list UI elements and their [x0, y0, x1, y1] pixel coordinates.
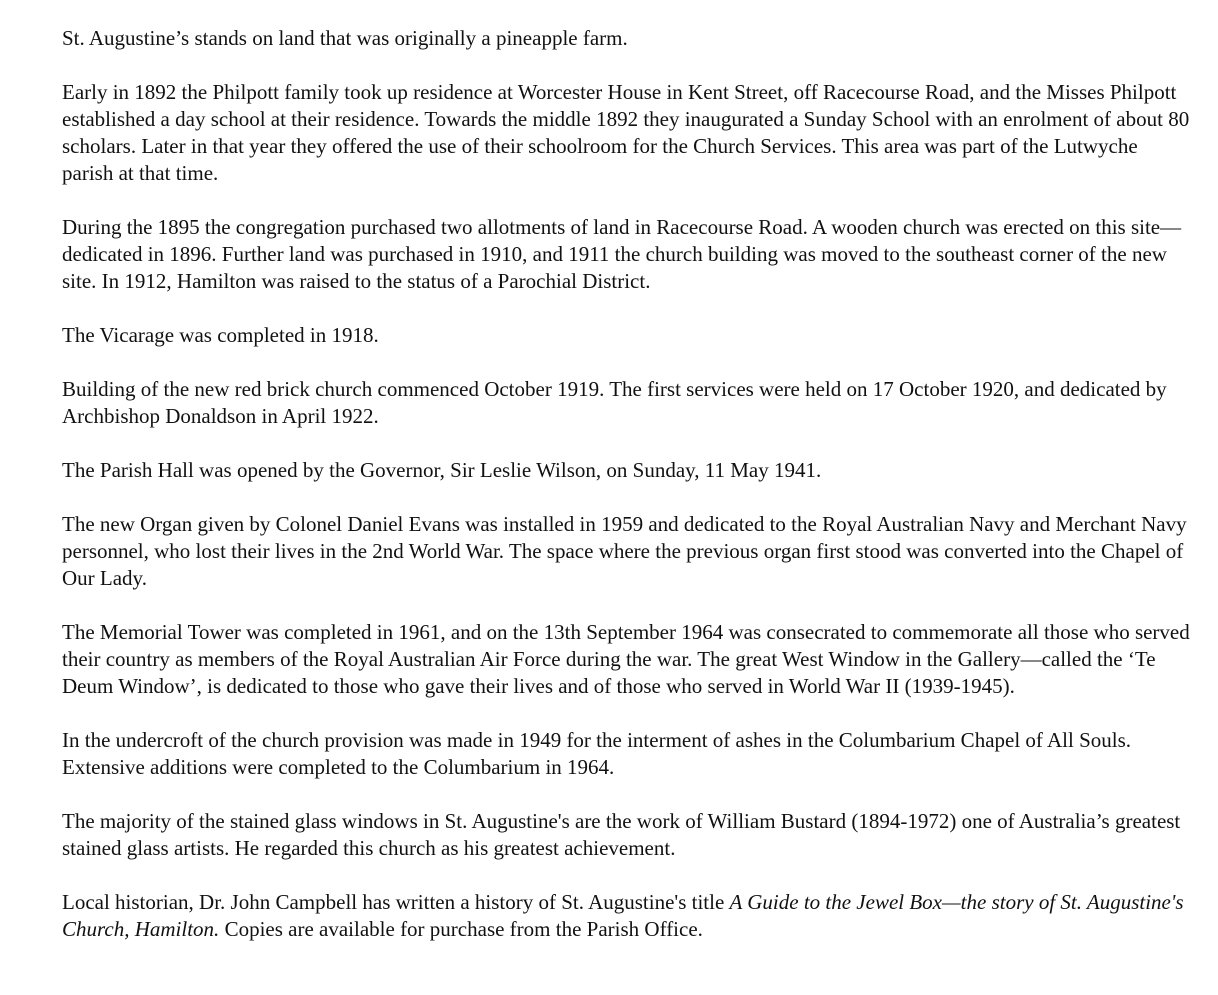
- document-page: [62, 25, 1192, 943]
- history-tail-text: Copies are available for purchase from the Parish Office.: [219, 917, 703, 941]
- paragraph-memorial-tower: The Memorial Tower was completed in 1961, and on the 13th September 1964 was consecrated to commemorate all those who served their country as members of the Royal Australian Air Force during the war. The great West Window in the Gallery—called the ‘Te Deum Window’, is dedicated to those who gave their lives and of those who served in World War II (1939-1945).: [62, 620, 1190, 698]
- paragraph-pineapple-farm: St. Augustine’s stands on land that was originally a pineapple farm.: [62, 26, 628, 50]
- paragraph-organ: The new Organ given by Colonel Daniel Evans was installed in 1959 and dedicated to the Royal Australian Navy and Merchant Navy personnel, who lost their lives in the 2nd World War. The space where the previous organ first stood was converted into the Chapel of Our Lady.: [62, 512, 1187, 590]
- paragraph-local-history: [62, 889, 1192, 943]
- paragraph-parish-hall: The Parish Hall was opened by the Governor, Sir Leslie Wilson, on Sunday, 11 May 1941.: [62, 458, 822, 482]
- paragraph-stained-glass: The majority of the stained glass windows in St. Augustine's are the work of William Bustard (1894-1972) one of Australia’s greatest stained glass artists. He regarded this church as his greatest achievement.: [62, 809, 1181, 860]
- paragraph-red-brick-church: Building of the new red brick church commenced October 1919. The first services were held on 17 October 1920, and dedicated by Archbishop Donaldson in April 1922.: [62, 377, 1167, 428]
- history-lead-text: Local historian, Dr. John Campbell has written a history of St. Augustine's title: [62, 890, 730, 914]
- paragraph-wooden-church: During the 1895 the congregation purchased two allotments of land in Racecourse Road. A wooden church was erected on this site—dedicated in 1896. Further land was purchased in 1910, and 1911 the church building was moved to the southeast corner of the new site. In 1912, Hamilton was raised to the status of a Parochial District.: [62, 215, 1182, 293]
- paragraph-philpott-family: Early in 1892 the Philpott family took up residence at Worcester House in Kent Street, off Racecourse Road, and the Misses Philpott established a day school at their residence. Towards the middle 1892 they inaugurated a Sunday School with an enrolment of about 80 scholars. Later in that year they offered the use of their schoolroom for the Church Services. This area was part of the Lutwyche parish at that time.: [62, 80, 1190, 185]
- paragraph-columbarium: In the undercroft of the church provision was made in 1949 for the interment of ashes in the Columbarium Chapel of All Souls. Extensive additions were completed to the Columbarium in 1964.: [62, 728, 1132, 779]
- book-title: A Guide to the Jewel Box—the story of St. Augustine's Church, Hamilton.: [62, 890, 1184, 941]
- paragraph-vicarage: The Vicarage was completed in 1918.: [62, 323, 379, 347]
